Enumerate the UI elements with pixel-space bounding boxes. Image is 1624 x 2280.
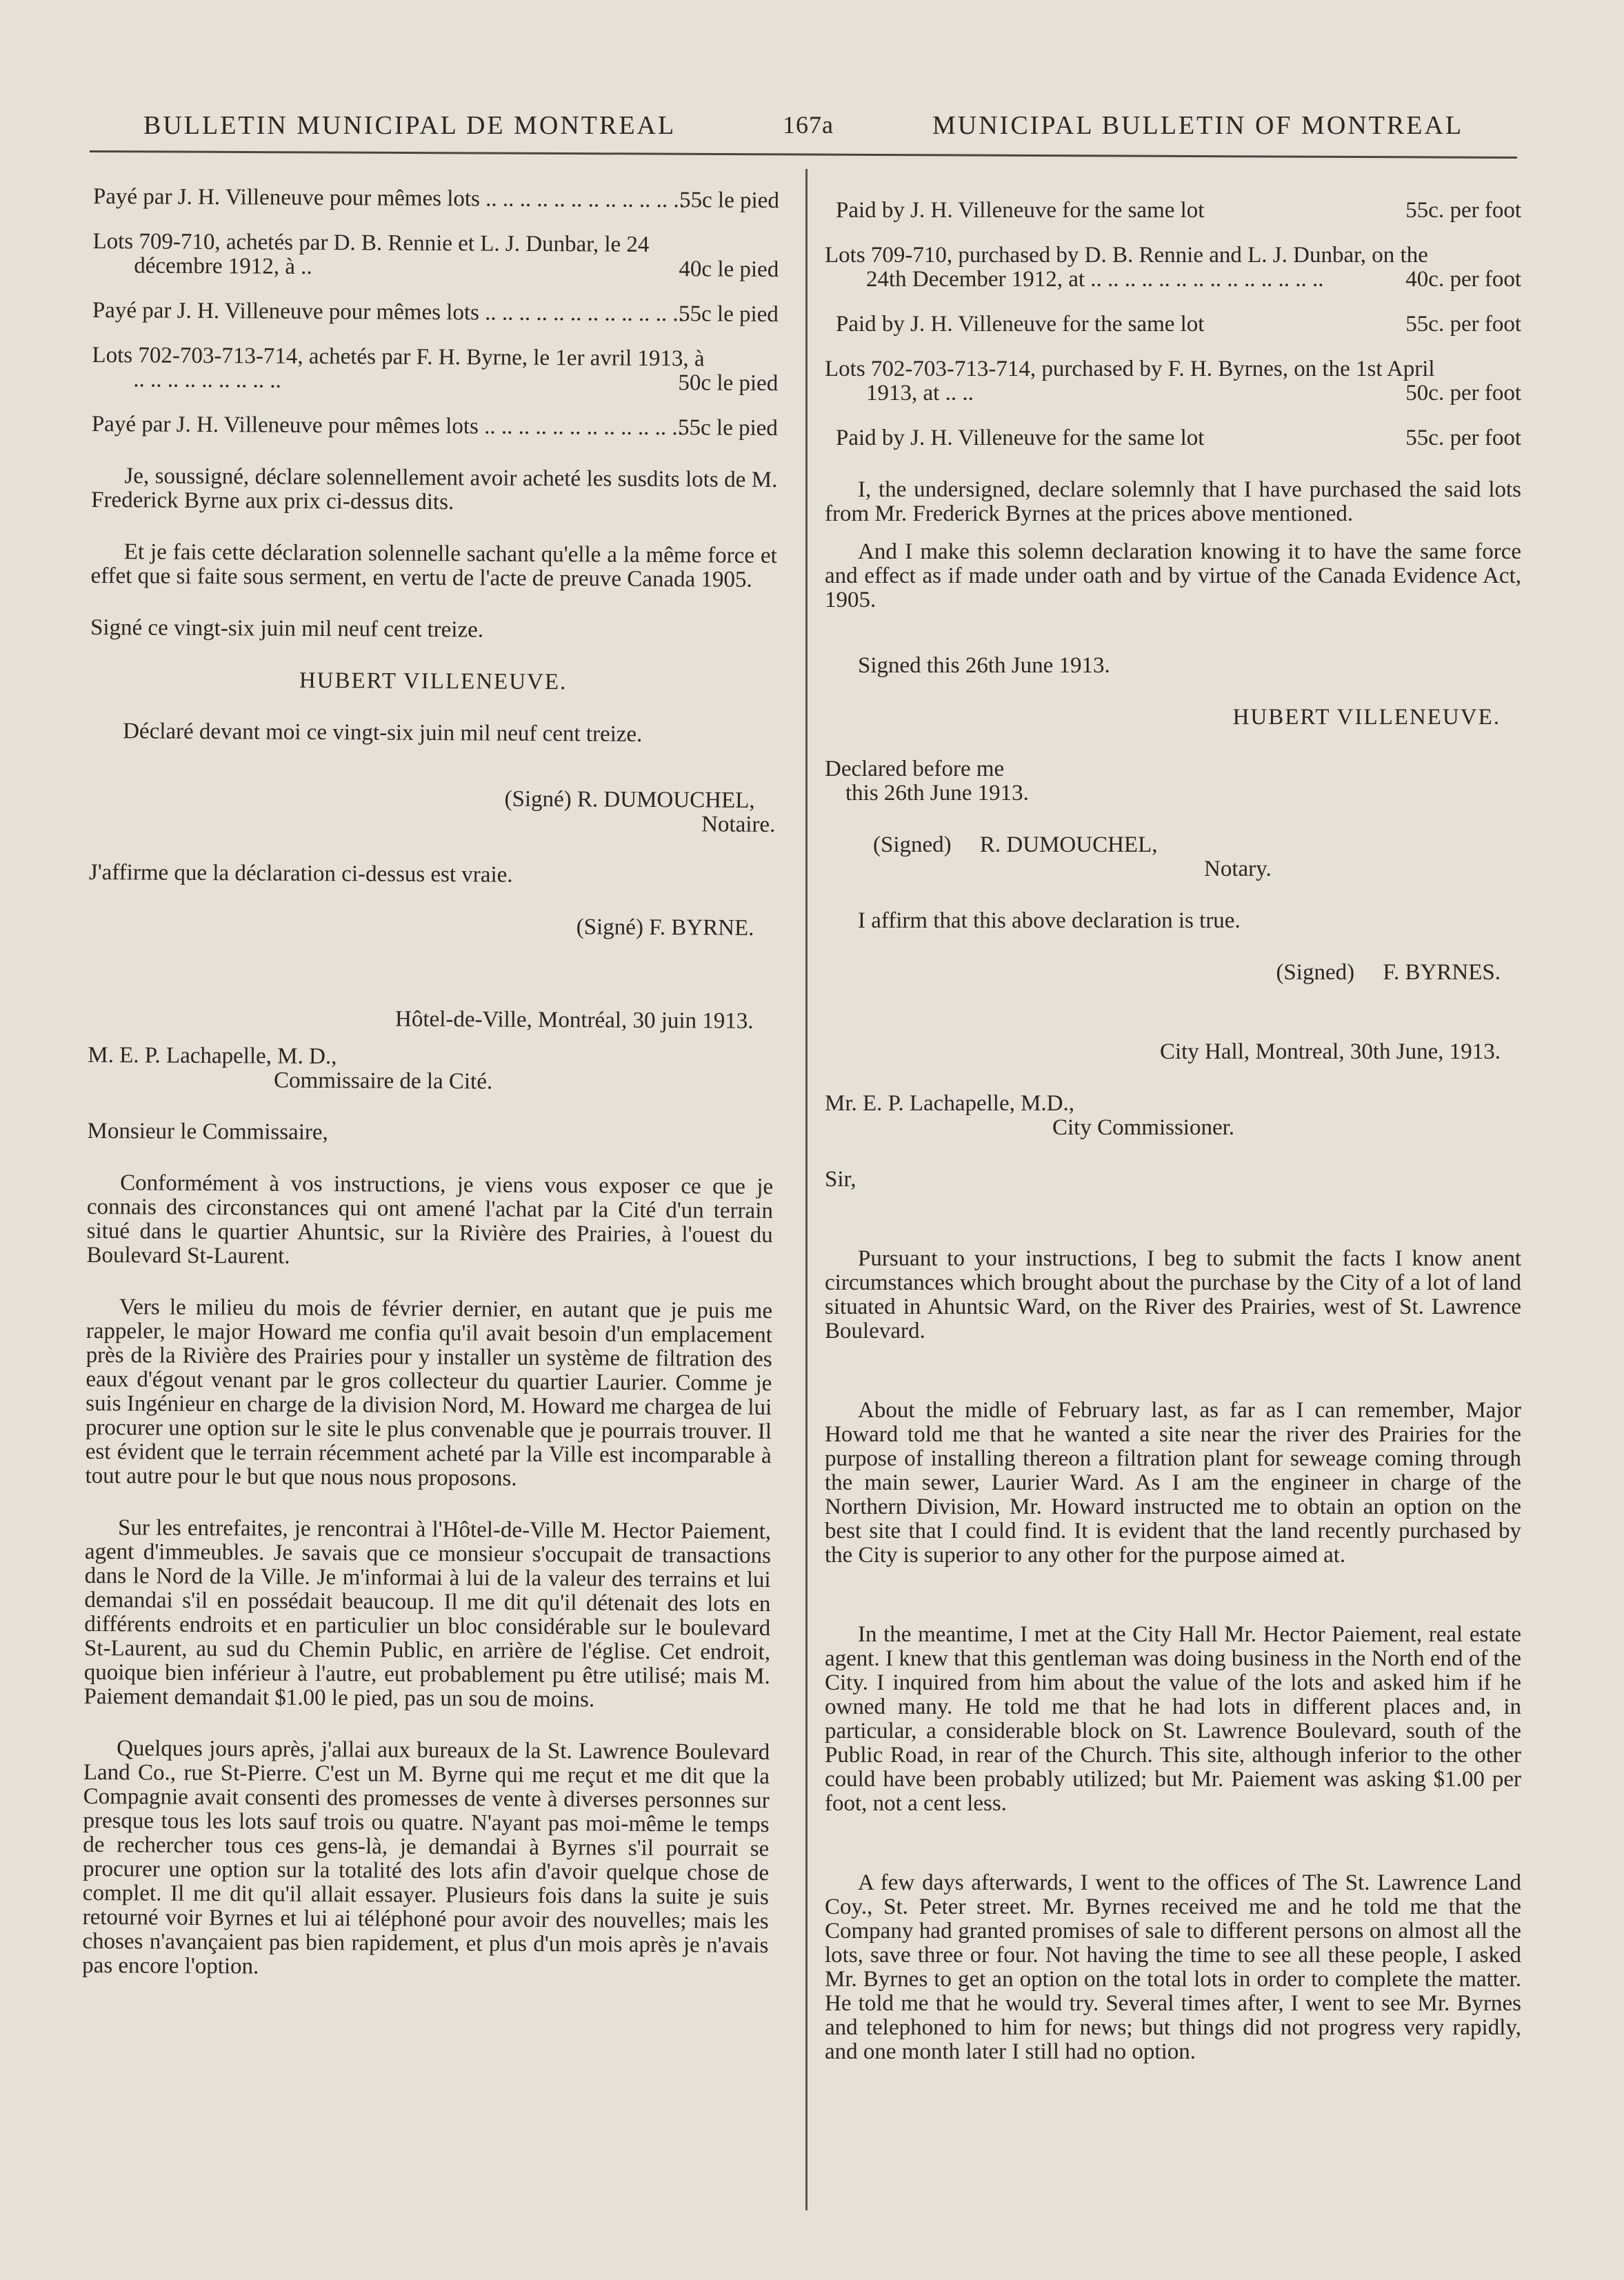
header-title-english: MUNICIPAL BULLETIN OF MONTREAL [932, 111, 1464, 140]
letter-paragraph-2: Vers le milieu du mois de février dernier, en autant que je puis me rappeler, le major Howard me confia qu'il avait besoin d'un emplacement près de la Rivière des Prairies pour y installer un système de filtration des eaux d'égout venant par le gros collecteur du quartier Laurier. Comme je suis Ingénieur en charge de la division Nord, M. Howard me chargea de lui procurer une option sur le site le plus convenable que je pourrais trouver. Il est évident que le terrain récemment acheté par la Ville est incomparable à tout autre pour le but que nous nous proposons. [85, 1294, 773, 1491]
addressee: M. E. P. Lachapelle, M. D., [88, 1042, 337, 1070]
ledger-value: 55c le pied [679, 188, 779, 214]
ledger-text: Payé par J. H. Villeneuve pour mêmes lots .. .. .. .. .. .. .. .. .. .. .. .. [91, 411, 684, 441]
declaration-paragraph: I, the undersigned, declare solemnly that I have purchased the said lots from Mr. Frederick Byrnes at the prices above mentioned. [825, 477, 1521, 526]
ledger-value: 55c. per foot [1405, 426, 1521, 450]
ledger-row [92, 299, 779, 327]
declaration-paragraph: Je, soussigné, déclare solennellement avoir acheté les susdits lots de M. Frederick Byrne aux prix ci-dessus dits. [91, 463, 778, 515]
ledger-row [825, 426, 1521, 450]
ledger-text: Paid by J. H. Villeneuve for the same lot [836, 426, 1205, 450]
affirmation: I affirm that this above declaration is true. [858, 908, 1241, 933]
place-date: City Hall, Montreal, 30th June, 1913. [1159, 1039, 1501, 1064]
ledger-row [825, 243, 1521, 292]
ledger-text: Lots 709-710, achetés par D. B. Rennie et L. J. Dunbar, le 24 décembre 1912, à .. [92, 228, 650, 279]
page-number: 167a [783, 111, 834, 139]
solemn-paragraph: Et je fais cette déclaration solennelle sachant qu'elle a la même force et effet que si faite sous serment, en vertu de l'acte de preuve Canada 1905. [90, 539, 777, 592]
declared-before-date: this 26th June 1913. [845, 781, 1029, 806]
ledger-value: 55c. per foot [1405, 198, 1521, 223]
ledger-row [825, 312, 1521, 337]
byrnes-signature: (Signed) F. BYRNES. [1276, 960, 1501, 985]
signed-date: Signed this 26th June 1913. [858, 653, 1110, 678]
notary-title: Notary. [1204, 857, 1272, 881]
letter-paragraph-1: Pursuant to your instructions, I beg to submit the facts I know anent circumstances which brought about the purchase by the City of a lot of land situated in Ahuntsic Ward, on the River des Prairies, west of St. Lawrence Boulevard. [825, 1246, 1521, 1343]
french-column [82, 185, 779, 1982]
letter-paragraph-3: Sur les entrefaites, je rencontrai à l'Hôtel-de-Ville M. Hector Paiement, agent d'immeubles. Je savais que ce monsieur s'occupait de transactions dans le Nord de la Ville. Je m'informai à lui de la valeur des terrains et lui demandai s'il en possédait beaucoup. Il me dit qu'il détenait des lots en différents endroits et en particulier un bloc considérable sur le boulevard St-Laurent, au sud du Chemin Public, en arrière de l'église. Cet endroit, quoique bien inférieur à l'autre, eut probablement pu être utilisé; mais M. Paiement demandait $1.00 le pied, pas un sou de moins. [83, 1515, 772, 1712]
notary-title: Notaire. [701, 812, 776, 838]
ledger-text: Paid by J. H. Villeneuve for the same lot [836, 198, 1205, 223]
salutation: Sir, [825, 1167, 856, 1192]
ledger-text: Payé par J. H. Villeneuve pour mêmes lots .. .. .. .. .. .. .. .. .. .. .. .. [92, 297, 685, 327]
solemn-paragraph: And I make this solemn declaration knowing it to have the same force and effect as if made under oath and by virtue of the Canada Evidence Act, 1905. [825, 539, 1521, 612]
english-ledger [825, 199, 1521, 450]
notary-signature: (Signed) R. DUMOUCHEL, [873, 832, 1158, 857]
letter-paragraph-1: Conformément à vos instructions, je viens vous exposer ce que je connais des circonstances qui ont amené l'achat par la Cité d'un terrain situé dans le quartier Ahuntsic, sur la Rivière des Prairies, à l'ouest du Boulevard St-Laurent. [86, 1170, 774, 1269]
ledger-text: Lots 702-703-713-714, purchased by F. H. Byrnes, on the 1st April 1913, at .. .. [825, 357, 1435, 406]
ledger-row [92, 343, 778, 396]
addressee: Mr. E. P. Lachapelle, M.D., [825, 1091, 1075, 1116]
ledger-text: Paid by J. H. Villeneuve for the same lot [836, 312, 1205, 337]
ledger-value: 40c. per foot [1405, 267, 1521, 292]
notary-signature: (Signé) R. DUMOUCHEL, [504, 786, 755, 813]
ledger-text: Payé par J. H. Villeneuve pour mêmes lots .. .. .. .. .. .. .. .. .. .. .. .. [92, 184, 685, 213]
letter-paragraph-4: Quelques jours après, j'allai aux bureaux de la St. Lawrence Boulevard Land Co., rue St-Pierre. C'est un M. Byrne qui me reçut et me dit que la Compagnie avait consenti des promesses de vente à diverses personnes sur presque tous les lots sauf trois ou quatre. N'ayant pas moi-même le temps de rechercher tous ces gens-là, je demandai à Byrnes s'il pourrait se procurer une option sur la totalité des lots afin d'avoir quelque chose de complet. Il me dit qu'il allait essayer. Plusieurs fois dans la suite je suis retourné voir Byrnes et lui ai téléphoné pour avoir des nouvelles; mais les choses n'avançaient pas bien rapidement, et plus d'un mois après je n'avais pas encore l'option. [82, 1736, 770, 1979]
ledger-value: 55c le pied [677, 415, 778, 441]
place-date: Hôtel-de-Ville, Montréal, 30 juin 1913. [395, 1006, 754, 1034]
ledger-value: 50c. per foot [1405, 381, 1521, 406]
declared-before: Déclaré devant moi ce vingt-six juin mil neuf cent treize. [123, 719, 643, 747]
french-ledger [92, 185, 779, 441]
salutation: Monsieur le Commissaire, [87, 1118, 328, 1146]
ledger-row [825, 357, 1521, 406]
ledger-row [93, 185, 779, 213]
ledger-value: 55c. per foot [1405, 312, 1521, 337]
signer-name: HUBERT VILLENEUVE. [1232, 705, 1501, 730]
english-column [825, 199, 1521, 2064]
letter-paragraph-3: In the meantime, I met at the City Hall Mr. Hector Paiement, real estate agent. I knew that this gentleman was doing business in the North end of the City. I inquired from him about the value of the lots and asked him if he owned many. He told me that he had lots in different places and, in particular, a considerable block on St. Lawrence Boulevard, south of the Public Road, in rear of the Church. This site, although inferior to the other could have been probably utilized; but Mr. Paiement was asking $1.00 per foot, not a cent less. [825, 1622, 1521, 1816]
letter-paragraph-4: A few days afterwards, I went to the offices of The St. Lawrence Land Coy., St. Peter street. Mr. Byrnes received me and he told me that the Company had granted promises of sale to different persons on almost all the lots, save three or four. Not having the time to see all these people, I asked Mr. Byrnes to get an option on the total lots in order to complete the matter. He told me that he would try. Several times after, I went to see Mr. Byrnes and telephoned to him for news; but things did not progress very rapidly, and one month later I still had no option. [825, 1870, 1521, 2064]
addressee-title: Commissaire de la Cité. [273, 1068, 493, 1094]
letter-paragraph-2: About the midle of February last, as far as I can remember, Major Howard told me that he wanted a site near the river des Prairies for the purpose of installing thereon a filtration plant for seweage coming through the main sewer, Laurier Ward. As I am the engineer in charge of the Northern Division, Mr. Howard instructed me to obtain an option on the best site that I could find. It is evident that the land recently purchased by the City is superior to any other for the purpose aimed at. [825, 1398, 1521, 1568]
ledger-text: Lots 709-710, purchased by D. B. Rennie and L. J. Dunbar, on the 24th December 1912, at .. .. .. .. .. .. .. .. .. .. .. .. .. .. [825, 243, 1428, 292]
addressee-title: City Commissioner. [1052, 1115, 1235, 1140]
declared-before: Declared before me [825, 757, 1005, 781]
column-divider [805, 169, 808, 2210]
ledger-row [825, 199, 1521, 223]
ledger-value: 50c le pied [678, 370, 779, 397]
signer-name: HUBERT VILLENEUVE. [299, 668, 568, 695]
ledger-value: 40c le pied [679, 257, 779, 283]
ledger-text: Lots 702-703-713-714, achetés par F. H. Byrne, le 1er avril 1913, à .. .. .. .. .. .. .. .. .. [92, 342, 705, 393]
affirmation: J'affirme que la déclaration ci-dessus est vraie. [88, 859, 513, 888]
byrne-signature: (Signé) F. BYRNE. [576, 914, 754, 941]
ledger-value: 55c le pied [678, 301, 779, 328]
header-title-french: BULLETIN MUNICIPAL DE MONTREAL [143, 111, 676, 140]
ledger-row [92, 230, 779, 282]
header-rule [90, 150, 1517, 159]
signed-date: Signé ce vingt-six juin mil neuf cent treize. [90, 614, 484, 643]
ledger-row [92, 412, 778, 441]
